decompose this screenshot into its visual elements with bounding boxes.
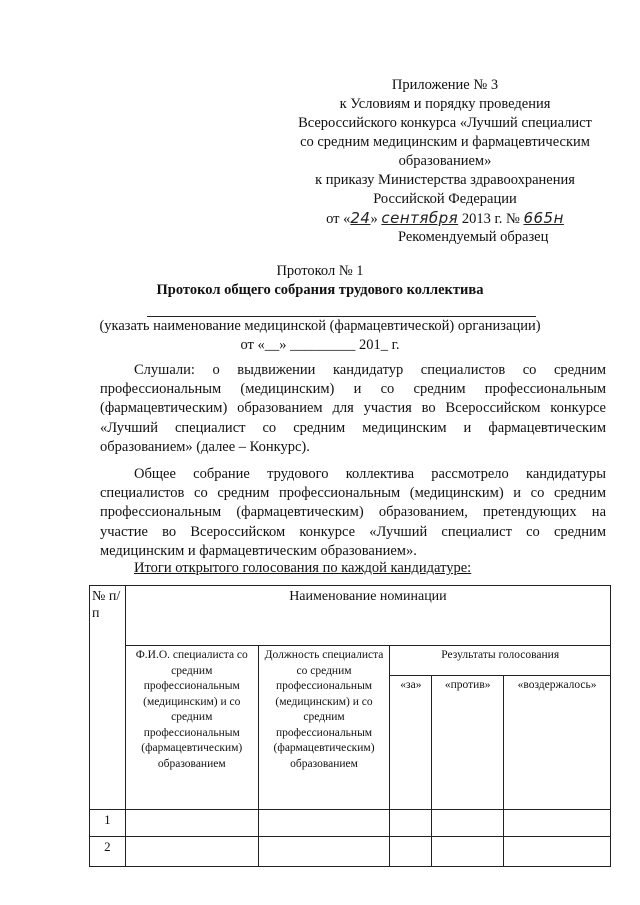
column-header-for: «за» [390, 676, 432, 810]
appendix-line-3: Всероссийского конкурса «Лучший специалист [298, 115, 592, 131]
order-year: 2013 г. № [458, 211, 524, 227]
appendix-line-2: к Условиям и порядку проведения [339, 96, 551, 112]
table-cell [258, 837, 390, 867]
column-header-nomination: Наименование номинации [125, 586, 610, 646]
protocol-number: Протокол № 1 [276, 263, 364, 279]
paragraph-heard: Слушали: о выдвижении кандидатур специалистов со средним профессиональным (медицинским) и со средним профессиональным (фармацевтическим) образованием для участия во Всероссийском конкурсе «Лучший специалист со средним медицинским и фармацевтическим образованием» (далее – Конкурс). [100, 362, 606, 455]
table-header-row [90, 586, 611, 646]
column-header-position: Должность специалиста со средним профессиональным (медицинским) и со средним профессиональным (фармацевтическим) образованием [258, 646, 390, 810]
recommended-sample-label: Рекомендуемый образец [398, 229, 549, 245]
results-heading: Итоги открытого голосования по каждой кандидатуре: [134, 560, 472, 576]
order-day-handwritten: 24 [350, 209, 371, 227]
protocol-title: Протокол общего собрания трудового коллектива [156, 282, 484, 298]
paragraph-meeting: Общее собрание трудового коллектива рассмотрело кандидатуры специалистов со средним профессиональным (медицинским) и со средним профессиональным (фармацевтическим) образованием, претендующих на участие во Всероссийском конкурсе «Лучший специалист со средним медицинским и фармацевтическим образованием». [100, 466, 606, 559]
column-header-fio: Ф.И.О. специалиста со средним профессиональным (медицинским) и со средним профессиональным (фармацевтическим) образованием [125, 646, 258, 810]
appendix-line-6: к приказу Министерства здравоохранения [315, 172, 575, 188]
table-cell [432, 837, 504, 867]
table-cell [504, 837, 611, 867]
appendix-line-4: со средним медицинским и фармацевтическим [300, 134, 590, 150]
voting-results-table [89, 585, 611, 867]
table-row [90, 837, 611, 867]
appendix-block [290, 76, 600, 229]
row-number: 2 [90, 837, 126, 867]
order-month-handwritten: сентября [381, 209, 459, 227]
order-date-mid: » [370, 211, 382, 227]
appendix-line-7: Российской Федерации [373, 191, 517, 207]
table-cell [258, 810, 390, 837]
table-subheader-row [90, 646, 611, 676]
table-row [90, 810, 611, 837]
table-cell [390, 810, 432, 837]
protocol-date-line: от «__» _________ 201_ г. [240, 337, 400, 353]
table-cell [390, 837, 432, 867]
table-cell [125, 837, 258, 867]
table-cell [432, 810, 504, 837]
column-header-against: «против» [432, 676, 504, 810]
column-header-number: № п/п [90, 586, 126, 810]
organization-name-blank-line [147, 316, 536, 317]
appendix-number: Приложение № 3 [391, 77, 499, 93]
table-cell [504, 810, 611, 837]
appendix-line-5: образованием» [398, 153, 492, 169]
column-header-results: Результаты голосования [390, 646, 611, 676]
order-number-handwritten: 665н [523, 209, 564, 227]
order-date-line [290, 209, 600, 229]
column-header-abstained: «воздержалось» [504, 676, 611, 810]
table-cell [125, 810, 258, 837]
row-number: 1 [90, 810, 126, 837]
organization-hint: (указать наименование медицинской (фармацевтической) организации) [99, 318, 541, 334]
order-date-prefix: от « [326, 211, 351, 227]
